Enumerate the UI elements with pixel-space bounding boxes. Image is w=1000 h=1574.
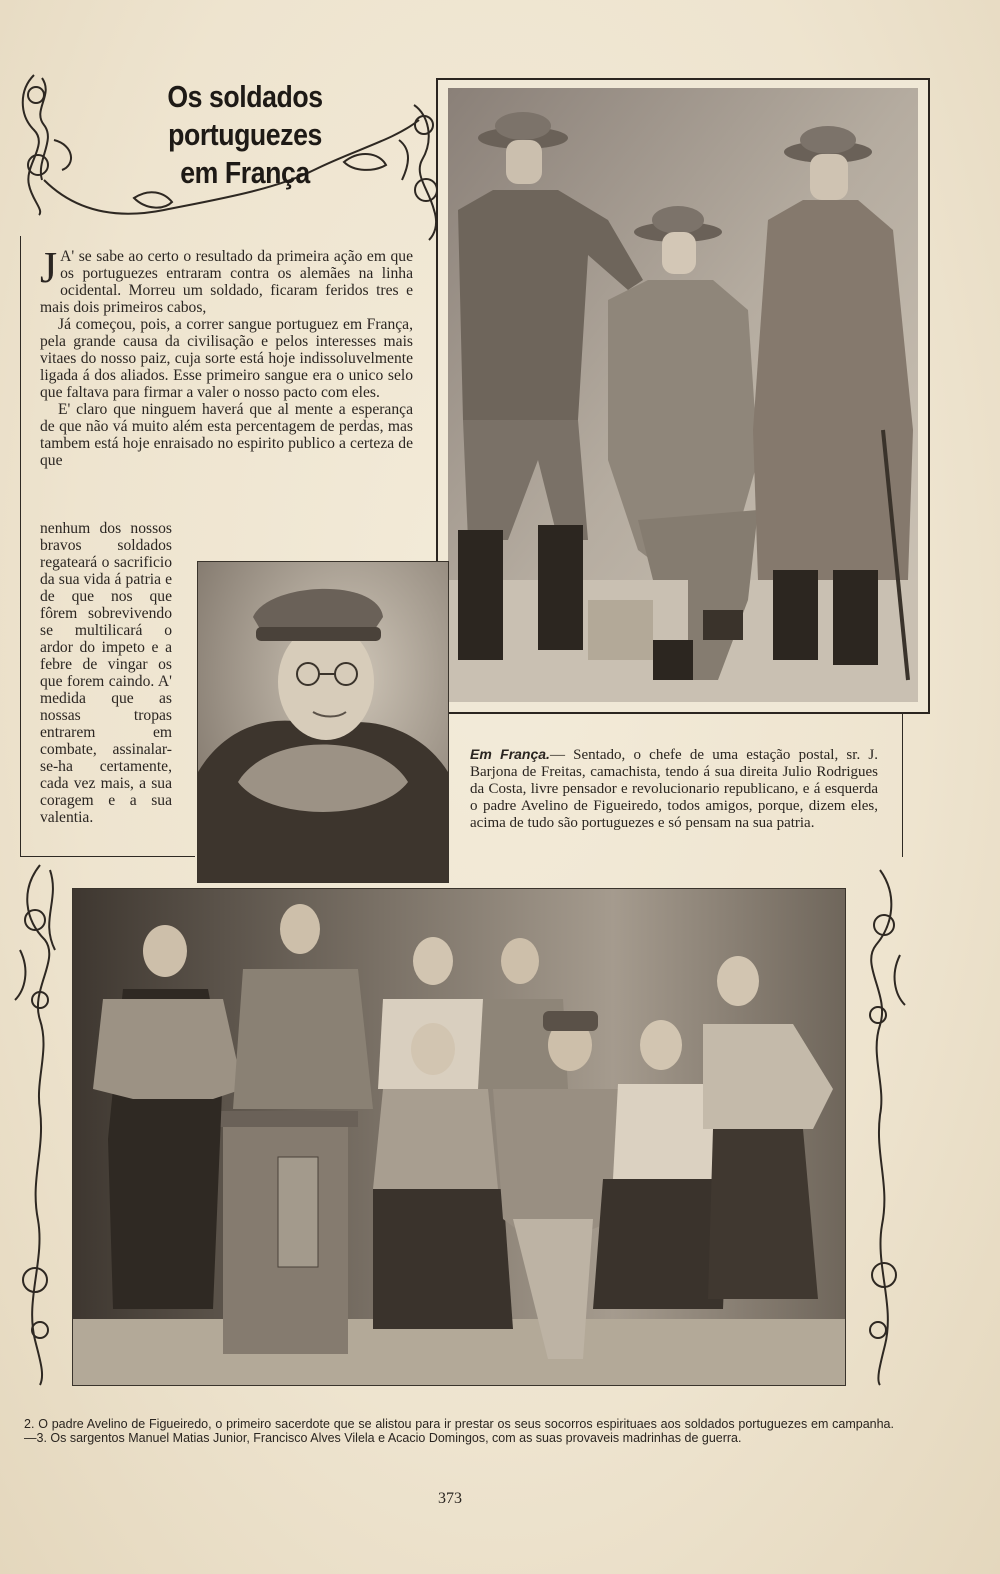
article-title bbox=[116, 78, 374, 192]
page-number: 373 bbox=[438, 1490, 462, 1507]
article-body-narrow bbox=[40, 520, 172, 826]
column-rule-left bbox=[20, 236, 21, 856]
photo-caption-em-franca bbox=[470, 746, 878, 832]
caption-label: Em França. bbox=[470, 746, 550, 762]
title-line-1: Os soldados portuguezes bbox=[167, 79, 323, 152]
photo-three-soldiers bbox=[436, 78, 930, 714]
caption-rule-right bbox=[902, 712, 903, 857]
paragraph-3-narrow: nenhum dos nossos bravos soldados regateará o sacrificio da sua vida á patria e de que nos que fôrem sobrevivendo se multilicará o ardor do impeto e a febre de vingar os que forem caindo. A' medida que as nossas tropas entrarem em combate, assinalar-se-ha certamente, cada vez mais, a sua coragem e a sua valentia. bbox=[40, 520, 172, 826]
paragraph-1: J A' se sabe ao certo o resultado da primeira ação em que os portuguezes entraram contra os alemães na linha ocidental. Morreu um soldado, ficaram feridos tres e mais dois primeiros cabos, bbox=[40, 243, 413, 316]
caption-text: — Sentado, o chefe de uma estação postal, sr. J. Barjona de Freitas, camachista, tendo á sua direita Julio Rodrigues da Costa, livre pensador e revolucionario republicano, e á esquerda o padre Avelino de Figueiredo, todos amigos, porque, dizem eles, acima de tudo são portuguezes e só pensam na sua patria. bbox=[470, 747, 878, 831]
column-rule-bottom bbox=[20, 856, 195, 857]
bottom-photo-caption: 2. O padre Avelino de Figueiredo, o primeiro sacerdote que se alistou para ir prestar os seus socorros espirituaes aos soldados portuguezes em campanha.—3. Os sargentos Manuel Matias Junior, Francisco Alves Vilela e Acacio Domingos, com as suas provaveis madrinhas de guerra. bbox=[24, 1417, 894, 1445]
right-side-ornament bbox=[848, 865, 910, 1390]
title-line-2: em França bbox=[180, 155, 310, 190]
drop-cap: J bbox=[40, 243, 58, 292]
photo-priest-portrait bbox=[197, 561, 449, 883]
article-body-wide bbox=[40, 243, 413, 469]
paragraph-2: Já começou, pois, a correr sangue portuguez em França, pela grande causa da civilisação e pelos interesses mais vitaes do nosso paiz, cuja sorte está hoje indissoluvelmente ligada á dos aliados. Esse primeiro sangue era o unico selo que faltava para firmar a valer o nosso pacto com eles. bbox=[40, 316, 413, 401]
left-side-ornament bbox=[10, 860, 70, 1390]
photo-group-sergeants bbox=[72, 888, 846, 1386]
paragraph-3-wide: E' claro que ninguem haverá que al mente a esperança de que não vá muito além esta percentagem de perdas, mas tambem está hoje enraisado no espirito publico a certeza de que bbox=[40, 401, 413, 469]
